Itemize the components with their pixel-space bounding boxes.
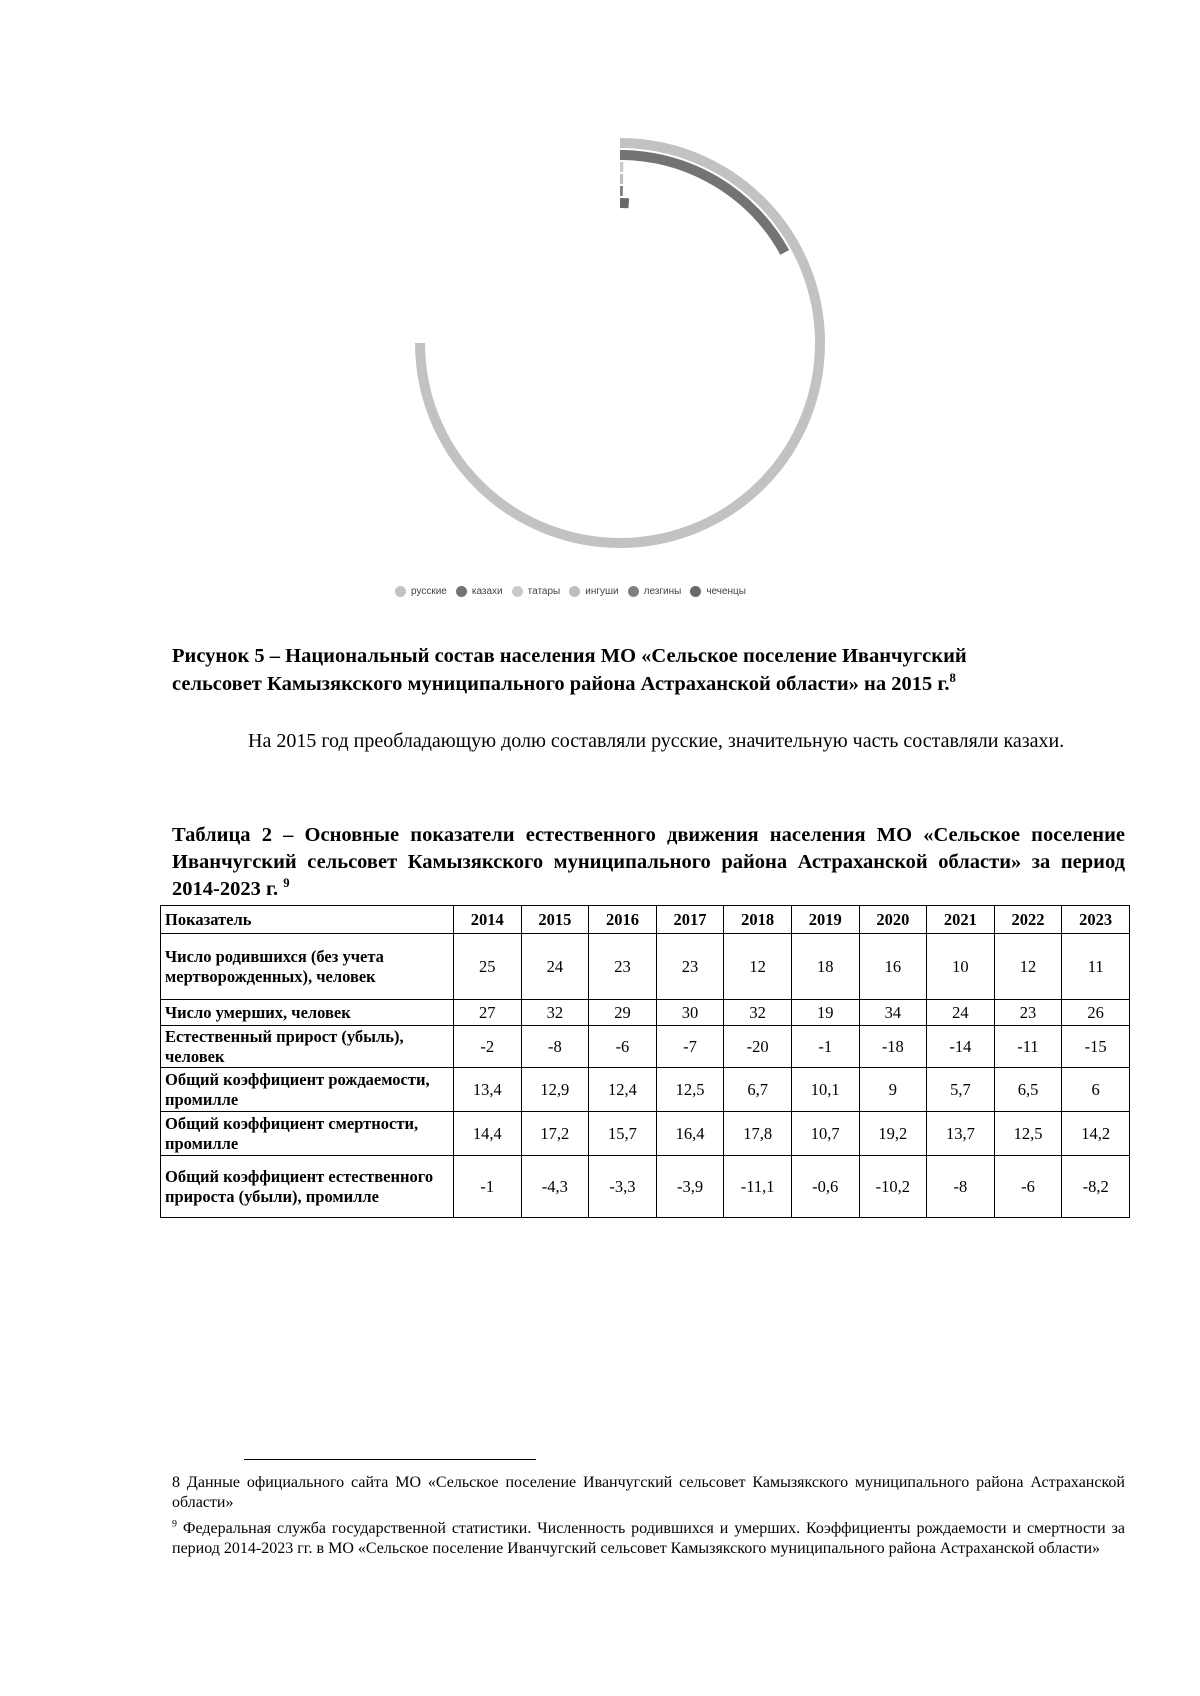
caption-line-2: сельсовет Камызякского муниципального района Астраханской области» на 2015 г. bbox=[172, 673, 950, 695]
legend-label: казахи bbox=[471, 586, 503, 597]
table-cell: 23 bbox=[589, 934, 657, 1000]
table-cell: 11 bbox=[1062, 934, 1130, 1000]
table-row bbox=[161, 1068, 1130, 1112]
table-cell: 17,2 bbox=[521, 1112, 589, 1156]
header-year: 2020 bbox=[859, 906, 927, 934]
table-cell: -18 bbox=[859, 1026, 927, 1068]
table-cell: 25 bbox=[453, 934, 521, 1000]
legend-item bbox=[569, 586, 618, 597]
table-cell: -3,9 bbox=[656, 1156, 724, 1218]
table-cell: 26 bbox=[1062, 1000, 1130, 1026]
table-cell: 12,4 bbox=[589, 1068, 657, 1112]
table-cell: 12,5 bbox=[994, 1112, 1062, 1156]
table-cell: 10 bbox=[927, 934, 995, 1000]
chart-legend bbox=[395, 586, 755, 597]
legend-item bbox=[456, 586, 503, 597]
table-cell: 14,4 bbox=[453, 1112, 521, 1156]
legend-item bbox=[512, 586, 561, 597]
table-cell: -11,1 bbox=[724, 1156, 792, 1218]
legend-swatch bbox=[628, 586, 639, 597]
footnote-8-number: 8 bbox=[172, 1474, 180, 1491]
table-cell: 32 bbox=[521, 1000, 589, 1026]
row-label: Естественный прирост (убыль), человек bbox=[161, 1026, 454, 1068]
table-cell: 19 bbox=[791, 1000, 859, 1026]
header-indicator: Показатель bbox=[161, 906, 454, 934]
legend-swatch bbox=[690, 586, 701, 597]
table-cell: -6 bbox=[589, 1026, 657, 1068]
table-cell: -4,3 bbox=[521, 1156, 589, 1218]
header-year: 2016 bbox=[589, 906, 657, 934]
table-cell: 29 bbox=[589, 1000, 657, 1026]
table-cell: 12 bbox=[994, 934, 1062, 1000]
footnote-8-text: Данные официального сайта МО «Сельское поселение Иванчугский сельсовет Камызякского муниципального района Астраханской области» bbox=[172, 1474, 1125, 1511]
table-cell: 12,9 bbox=[521, 1068, 589, 1112]
population-table bbox=[160, 905, 1130, 1218]
table-cell: -8 bbox=[927, 1156, 995, 1218]
table-cell: 30 bbox=[656, 1000, 724, 1026]
table-cell: 12 bbox=[724, 934, 792, 1000]
table-cell: -3,3 bbox=[589, 1156, 657, 1218]
footnote-ref-8: 8 bbox=[949, 671, 956, 686]
nationality-ring-chart bbox=[300, 110, 940, 630]
legend-label: чеченцы bbox=[706, 586, 746, 597]
table-cell: 13,7 bbox=[927, 1112, 995, 1156]
footnote-separator bbox=[244, 1459, 536, 1460]
table-cell: 34 bbox=[859, 1000, 927, 1026]
legend-label: ингуши bbox=[585, 586, 619, 597]
table-cell: 6,5 bbox=[994, 1068, 1062, 1112]
table-cell: -1 bbox=[791, 1026, 859, 1068]
table-title-text: Таблица 2 – Основные показатели естественного движения населения МО «Сельское поселение Иванчугский сельсовет Камызякского муниципального района Астраханской области» за период 2014-2023 г. bbox=[172, 824, 1125, 900]
table-header-row bbox=[161, 906, 1130, 934]
header-year: 2023 bbox=[1062, 906, 1130, 934]
row-label: Общий коэффициент естественного прироста (убыли), промилле bbox=[161, 1156, 454, 1218]
footnote-9 bbox=[172, 1519, 1125, 1559]
table-cell: 23 bbox=[656, 934, 724, 1000]
row-label: Число умерших, человек bbox=[161, 1000, 454, 1026]
table-cell: 6 bbox=[1062, 1068, 1130, 1112]
header-year: 2015 bbox=[521, 906, 589, 934]
table-row bbox=[161, 934, 1130, 1000]
caption-line-1: Рисунок 5 – Национальный состав населения МО «Сельское поселение Иванчугский bbox=[172, 645, 967, 667]
table-title bbox=[172, 822, 1125, 903]
legend-swatch bbox=[512, 586, 523, 597]
table-cell: -2 bbox=[453, 1026, 521, 1068]
table-cell: -10,2 bbox=[859, 1156, 927, 1218]
legend-label: татары bbox=[527, 586, 561, 597]
header-year: 2017 bbox=[656, 906, 724, 934]
legend-item bbox=[690, 586, 746, 597]
table-cell: 19,2 bbox=[859, 1112, 927, 1156]
table-cell: 9 bbox=[859, 1068, 927, 1112]
table-cell: -11 bbox=[994, 1026, 1062, 1068]
table-cell: 13,4 bbox=[453, 1068, 521, 1112]
table-cell: 15,7 bbox=[589, 1112, 657, 1156]
table-cell: -14 bbox=[927, 1026, 995, 1068]
table-cell: 10,1 bbox=[791, 1068, 859, 1112]
table-cell: -15 bbox=[1062, 1026, 1130, 1068]
footnote-ref-9: 9 bbox=[283, 876, 290, 891]
table-cell: 5,7 bbox=[927, 1068, 995, 1112]
figure-caption bbox=[172, 642, 1125, 698]
legend-label: русские bbox=[411, 586, 447, 597]
table-row bbox=[161, 1000, 1130, 1026]
legend-swatch bbox=[456, 586, 467, 597]
table-cell: 18 bbox=[791, 934, 859, 1000]
header-year: 2014 bbox=[453, 906, 521, 934]
table-cell: 32 bbox=[724, 1000, 792, 1026]
table-cell: 24 bbox=[927, 1000, 995, 1026]
table-row bbox=[161, 1112, 1130, 1156]
table-cell: -8,2 bbox=[1062, 1156, 1130, 1218]
table-row bbox=[161, 1156, 1130, 1218]
row-label: Число родившихся (без учета мертворожденных), человек bbox=[161, 934, 454, 1000]
table-cell: 17,8 bbox=[724, 1112, 792, 1156]
legend-swatch bbox=[569, 586, 580, 597]
table-cell: 12,5 bbox=[656, 1068, 724, 1112]
header-year: 2019 bbox=[791, 906, 859, 934]
table-cell: 23 bbox=[994, 1000, 1062, 1026]
legend-item bbox=[395, 586, 447, 597]
table-cell: 16,4 bbox=[656, 1112, 724, 1156]
table-cell: 14,2 bbox=[1062, 1112, 1130, 1156]
footnote-8 bbox=[172, 1473, 1125, 1513]
legend-item bbox=[628, 586, 682, 597]
footnote-9-text: Федеральная служба государственной статистики. Численность родившихся и умерших. Коэффициенты рождаемости и смертности за период 2014-2023 гг. в МО «Сельское поселение Иванчугский сельсовет Камызякского муниципального района Астраханской области» bbox=[172, 1520, 1125, 1557]
table-cell: -7 bbox=[656, 1026, 724, 1068]
body-paragraph: На 2015 год преобладающую долю составляли русские, значительную часть составляли казахи. bbox=[248, 730, 1065, 752]
table-row bbox=[161, 1026, 1130, 1068]
table-cell: 27 bbox=[453, 1000, 521, 1026]
table-cell: 6,7 bbox=[724, 1068, 792, 1112]
header-year: 2022 bbox=[994, 906, 1062, 934]
header-year: 2018 bbox=[724, 906, 792, 934]
row-label: Общий коэффициент рождаемости, промилле bbox=[161, 1068, 454, 1112]
legend-swatch bbox=[395, 586, 406, 597]
row-label: Общий коэффициент смертности, промилле bbox=[161, 1112, 454, 1156]
table-cell: -0,6 bbox=[791, 1156, 859, 1218]
legend-label: лезгины bbox=[643, 586, 682, 597]
table-cell: -8 bbox=[521, 1026, 589, 1068]
table-cell: -20 bbox=[724, 1026, 792, 1068]
header-year: 2021 bbox=[927, 906, 995, 934]
table-cell: -1 bbox=[453, 1156, 521, 1218]
table-cell: 10,7 bbox=[791, 1112, 859, 1156]
table-cell: 16 bbox=[859, 934, 927, 1000]
table-cell: -6 bbox=[994, 1156, 1062, 1218]
table-cell: 24 bbox=[521, 934, 589, 1000]
footnote-9-number: 9 bbox=[172, 1518, 177, 1530]
